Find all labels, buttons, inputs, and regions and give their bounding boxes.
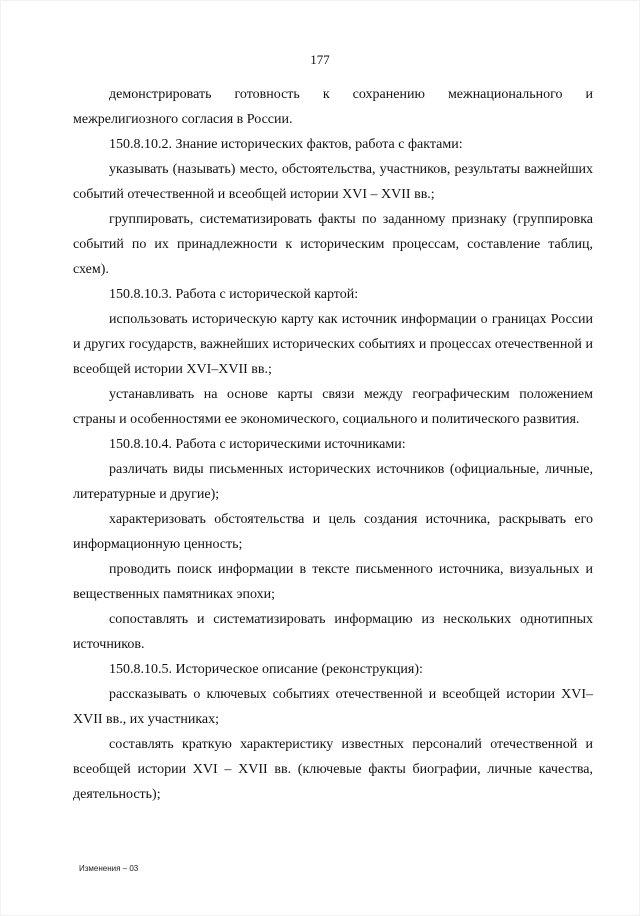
paragraph-9: различать виды письменных исторических источников (официальные, личные, литературные и другие); xyxy=(73,462,593,502)
paragraph-11: проводить поиск информации в тексте письменного источника, визуальных и вещественных памятниках эпохи; xyxy=(73,562,593,602)
paragraph-4: группировать, систематизировать факты по заданному признаку (группировка событий по их принадлежности к историческим процессам, составление таблиц, схем). xyxy=(73,212,593,277)
section-heading-150-8-10-4: 150.8.10.4. Работа с историческими источниками: xyxy=(109,437,406,452)
footer-changes-note: Изменения – 03 xyxy=(79,864,139,873)
page-number: 177 xyxy=(310,52,330,67)
paragraph-10: характеризовать обстоятельства и цель создания источника, раскрывать его информационную ценность; xyxy=(73,512,593,552)
paragraph-12: сопоставлять и систематизировать информацию из нескольких однотипных источников. xyxy=(73,612,593,652)
section-heading-150-8-10-5: 150.8.10.5. Историческое описание (реконструкция): xyxy=(109,662,423,677)
section-heading-150-8-10-3: 150.8.10.3. Работа с исторической картой: xyxy=(109,287,359,302)
paragraph-6: использовать историческую карту как источник информации о границах России и других государств, важнейших исторических событиях и процессах отечественной и всеобщей истории XVI–XVII вв.; xyxy=(73,312,593,377)
paragraph-7: устанавливать на основе карты связи между географическим положением страны и особенностями ее экономического, социального и политического развития. xyxy=(73,387,593,427)
paragraph-15: составлять краткую характеристику известных персоналий отечественной и всеобщей истории XVI – XVII вв. (ключевые факты биографии, личные качества, деятельность); xyxy=(73,737,593,802)
paragraph-3: указывать (называть) место, обстоятельства, участников, результаты важнейших событий отечественной и всеобщей истории XVI – XVII вв.; xyxy=(73,162,593,202)
paragraph-1: демонстрировать готовность к сохранению межнационального и межрелигиозного согласия в России. xyxy=(73,87,593,127)
document-body xyxy=(73,82,593,807)
paragraph-14: рассказывать о ключевых событиях отечественной и всеобщей истории XVI–XVII вв., их участниках; xyxy=(73,687,593,727)
section-heading-150-8-10-2: 150.8.10.2. Знание исторических фактов, работа с фактами: xyxy=(109,137,463,152)
